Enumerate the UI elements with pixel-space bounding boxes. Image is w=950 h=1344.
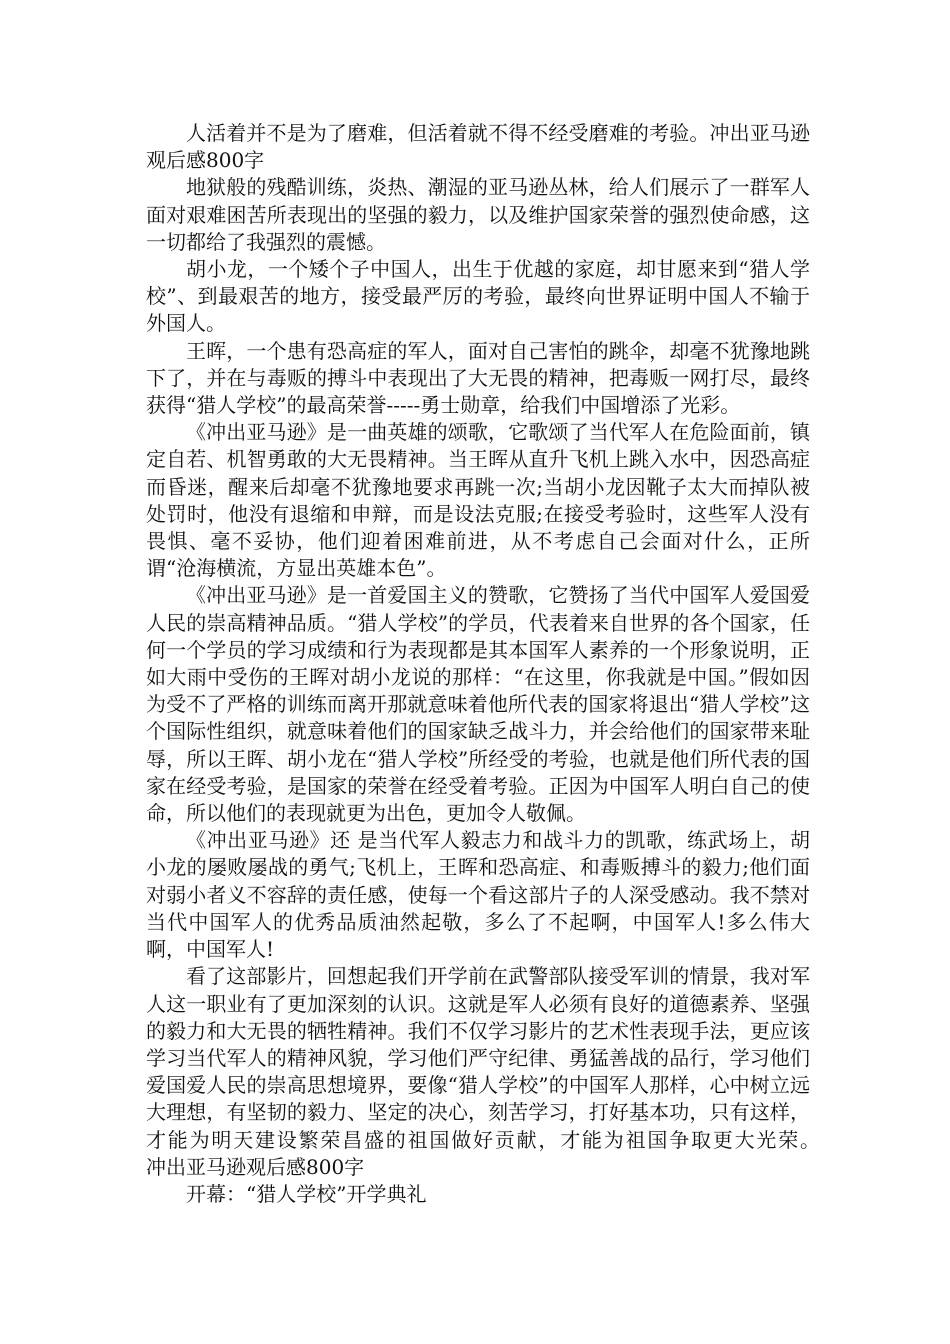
- paragraph-reflection: 看了这部影片，回想起我们开学前在武警部队接受军训的情景，我对军人这一职业有了更加深刻的认识。这就是军人必须有良好的道德素养、坚强的毅力和大无畏的牺牲精神。我们不仅学习影片的艺术性表现手法，更应该学习当代军人的精神风貌，学习他们严守纪律、勇猛善战的品行，学习他们爱国爱人民的崇高思想境界，要像“猎人学校”的中国军人那样，心中树立远大理想，有坚韧的毅力、坚定的决心，刻苦学习，打好基本功，只有这样，才能为明天建设繁荣昌盛的祖国做好贡献，才能为祖国争取更大光荣。 冲出亚马逊观后感800字: [146, 964, 850, 1179]
- document-page: [146, 120, 850, 1208]
- paragraph-wang-hui: 王晖，一个患有恐高症的军人，面对自己害怕的跳伞，却毫不犹豫地跳下了，并在与毒贩的搏斗中表现出了大无畏的精神，把毒贩一网打尽，最终获得“猎人学校”的最高荣誉-----勇士勋章，给我们中国增添了光彩。: [146, 338, 810, 418]
- paragraph-hero-song: 《冲出亚马逊》是一曲英雄的颂歌，它歌颂了当代军人在危险面前，镇定自若、机智勇敢的大无畏精神。当王晖从直升飞机上跳入水中，因恐高症而昏迷，醒来后却毫不犹豫地要求再跳一次;当胡小龙因靴子太大而掉队被处罚时，他没有退缩和申辩，而是设法克服;在接受考验时，这些军人没有畏惧、毫不妥协，他们迎着困难前进，从不考虑自己会面对什么，正所谓“沧海横流，方显出英雄本色”。: [146, 420, 810, 581]
- paragraph-intro: 人活着并不是为了磨难，但活着就不得不经受磨难的考验。冲出亚马逊观后感800字: [146, 121, 810, 173]
- paragraph-triumph: 《冲出亚马逊》还 是当代军人毅志力和战斗力的凯歌，练武场上，胡小龙的屡败屡战的勇气;飞机上，王晖和恐高症、和毒贩搏斗的毅力;他们面对弱小者义不容辞的责任感，使每一个看这部片子的人深受感动。我不禁对当代中国军人的优秀品质油然起敬，多么了不起啊，中国军人!多么伟大啊，中国军人!: [146, 828, 810, 962]
- paragraph-patriotism: 《冲出亚马逊》是一首爱国主义的赞歌，它赞扬了当代中国军人爱国爱人民的崇高精神品质。“猎人学校”的学员，代表着来自世界的各个国家，任何一个学员的学习成绩和行为表现都是其本国军人素养的一个形象说明，正如大雨中受伤的王晖对胡小龙说的那样：“在这里，你我就是中国。”假如因为受不了严格的训练而离开那就意味着他所代表的国家将退出“猎人学校”这个国际性组织，就意味着他们的国家缺乏战斗力，并会给他们的国家带来耻辱，所以王晖、胡小龙在“猎人学校”所经受的考验，也就是他们所代表的国家在经受考验，是国家的荣誉在经受着考验。正因为中国军人明白自己的使命，所以他们的表现就更为出色，更加令人敬佩。: [146, 583, 810, 826]
- paragraph-hu-xiaolong: 胡小龙，一个矮个子中国人，出生于优越的家庭，却甘愿来到“猎人学校”、到最艰苦的地方，接受最严厉的考验，最终向世界证明中国人不输于外国人。: [146, 257, 810, 336]
- paragraph-training: 地狱般的残酷训练，炎热、潮湿的亚马逊丛林，给人们展示了一群军人面对艰难困苦所表现出的坚强的毅力，以及维护国家荣誉的强烈使命感，这一切都给了我强烈的震憾。: [146, 175, 810, 254]
- paragraph-opening: 开幕：“猎人学校”开学典礼: [186, 1181, 427, 1206]
